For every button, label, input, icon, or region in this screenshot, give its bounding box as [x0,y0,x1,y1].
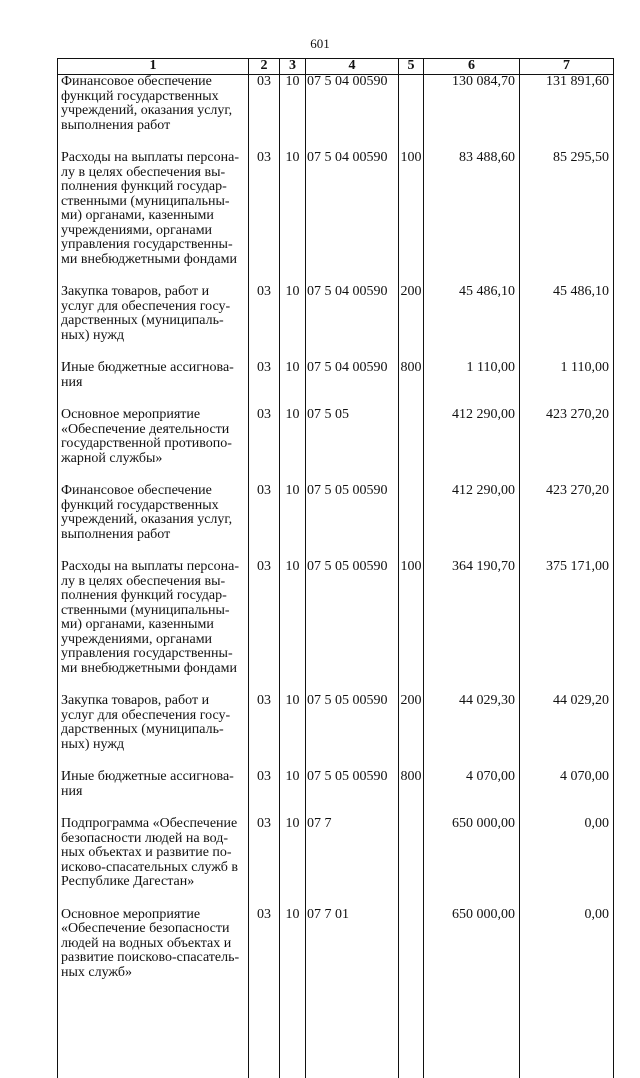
amount-year-1: 412 290,00 [424,484,520,560]
item-name-line: функций государственных [61,90,246,105]
subsection-code: 10 [280,285,306,361]
expense-type-code: 100 [399,560,424,694]
item-name-line: лу в целях обеспечения вы- [61,166,246,181]
target-article-code: 07 5 05 00590 [306,484,399,560]
item-name-line: «Обеспечение деятельности [61,423,246,438]
item-name-line: лу в целях обеспечения вы- [61,575,246,590]
item-name-line: ственными (муниципальны- [61,195,246,210]
empty-cell [280,998,306,1078]
item-name-line: государственной противопо- [61,437,246,452]
item-name-line: полнения функций государ- [61,180,246,195]
item-name-line: услуг для обеспечения госу- [61,300,246,315]
table-row [58,408,614,484]
expense-type-code [399,817,424,908]
subsection-code: 10 [280,694,306,770]
amount-year-1: 412 290,00 [424,408,520,484]
subsection-code: 10 [280,484,306,560]
subsection-code: 10 [280,770,306,817]
target-article-code: 07 7 [306,817,399,908]
section-code: 03 [249,361,280,408]
table-row [58,361,614,408]
item-name-line: учреждений, оказания услуг, [61,513,246,528]
table-row [58,694,614,770]
empty-cell [249,998,280,1078]
item-name-line: Основное мероприятие [61,908,246,923]
target-article-code: 07 5 04 00590 [306,151,399,285]
amount-year-1: 4 070,00 [424,770,520,817]
column-header-7: 7 [520,59,614,75]
table-row [58,908,614,999]
amount-year-2: 1 110,00 [520,361,614,408]
item-name-line: учреждениями, органами [61,633,246,648]
column-header-2: 2 [249,59,280,75]
empty-cell [306,998,399,1078]
empty-cell [424,998,520,1078]
item-name-line: дарственных (муниципаль- [61,723,246,738]
amount-year-2: 4 070,00 [520,770,614,817]
amount-year-2: 423 270,20 [520,484,614,560]
item-name-line: Основное мероприятие [61,408,246,423]
item-name-line: Закупка товаров, работ и [61,285,246,300]
column-header-3: 3 [280,59,306,75]
item-name-line: Закупка товаров, работ и [61,694,246,709]
item-name-line: дарственных (муниципаль- [61,314,246,329]
item-name-line: выполнения работ [61,119,246,134]
subsection-code: 10 [280,151,306,285]
expense-type-code [399,908,424,999]
target-article-code: 07 5 04 00590 [306,361,399,408]
expense-type-code [399,484,424,560]
item-name-line: ми) органами, казенными [61,618,246,633]
column-header-5: 5 [399,59,424,75]
amount-year-1: 44 029,30 [424,694,520,770]
amount-year-1: 650 000,00 [424,908,520,999]
item-name-line: исково-спасательных служб в [61,861,246,876]
item-name-line: людей на водных объектах и [61,937,246,952]
table-filler [58,998,614,1078]
empty-cell [399,998,424,1078]
item-name-line: услуг для обеспечения госу- [61,709,246,724]
item-name-line: Иные бюджетные ассигнова- [61,770,246,785]
target-article-code: 07 5 05 00590 [306,694,399,770]
item-name-line: Расходы на выплаты персона- [61,151,246,166]
item-name-line: полнения функций государ- [61,589,246,604]
item-name-line: ми внебюджетными фондами [61,253,246,268]
section-code: 03 [249,408,280,484]
column-header-6: 6 [424,59,520,75]
subsection-code: 10 [280,408,306,484]
empty-cell [58,998,249,1078]
table-row [58,817,614,908]
target-article-code: 07 5 04 00590 [306,75,399,152]
item-name-line: Финансовое обеспечение [61,75,246,90]
amount-year-2: 85 295,50 [520,151,614,285]
amount-year-1: 45 486,10 [424,285,520,361]
expense-type-code [399,408,424,484]
target-article-code: 07 7 01 [306,908,399,999]
item-name-line: Республике Дагестан» [61,875,246,890]
item-name-line: ния [61,785,246,800]
amount-year-2: 423 270,20 [520,408,614,484]
section-code: 03 [249,817,280,908]
header-row [58,59,614,75]
amount-year-1: 364 190,70 [424,560,520,694]
amount-year-2: 44 029,20 [520,694,614,770]
section-code: 03 [249,285,280,361]
expense-type-code: 100 [399,151,424,285]
row-item-name [58,408,249,484]
item-name-line: ных служб» [61,966,246,981]
column-header-4: 4 [306,59,399,75]
item-name-line: безопасности людей на вод- [61,832,246,847]
budget-table [57,58,614,1078]
table-row [58,285,614,361]
item-name-line: ных объектах и развитие по- [61,846,246,861]
amount-year-1: 83 488,60 [424,151,520,285]
item-name-line: развитие поисково-спасатель- [61,951,246,966]
table-body [58,75,614,1078]
section-code: 03 [249,908,280,999]
item-name-line: ми) органами, казенными [61,209,246,224]
section-code: 03 [249,560,280,694]
expense-type-code: 200 [399,694,424,770]
item-name-line: ственными (муниципальны- [61,604,246,619]
item-name-line: «Обеспечение безопасности [61,922,246,937]
empty-cell [520,998,614,1078]
expense-type-code [399,75,424,152]
amount-year-2: 0,00 [520,817,614,908]
subsection-code: 10 [280,817,306,908]
item-name-line: учреждениями, органами [61,224,246,239]
row-item-name [58,817,249,908]
target-article-code: 07 5 05 00590 [306,560,399,694]
row-item-name [58,694,249,770]
section-code: 03 [249,694,280,770]
subsection-code: 10 [280,361,306,408]
row-item-name [58,151,249,285]
item-name-line: жарной службы» [61,452,246,467]
item-name-line: Подпрограмма «Обеспечение [61,817,246,832]
amount-year-1: 130 084,70 [424,75,520,152]
target-article-code: 07 5 05 [306,408,399,484]
subsection-code: 10 [280,560,306,694]
amount-year-1: 650 000,00 [424,817,520,908]
column-header-1: 1 [58,59,249,75]
target-article-code: 07 5 05 00590 [306,770,399,817]
item-name-line: ных) нужд [61,738,246,753]
expense-type-code: 800 [399,770,424,817]
row-item-name [58,908,249,999]
amount-year-1: 1 110,00 [424,361,520,408]
expense-type-code: 200 [399,285,424,361]
item-name-line: ми внебюджетными фондами [61,662,246,677]
item-name-line: ных) нужд [61,329,246,344]
table-row [58,75,614,152]
page-number: 601 [0,36,640,52]
item-name-line: Расходы на выплаты персона- [61,560,246,575]
row-item-name [58,484,249,560]
row-item-name [58,285,249,361]
table-row [58,770,614,817]
item-name-line: выполнения работ [61,528,246,543]
table-row [58,484,614,560]
row-item-name [58,361,249,408]
amount-year-2: 0,00 [520,908,614,999]
section-code: 03 [249,151,280,285]
table-row [58,151,614,285]
section-code: 03 [249,484,280,560]
row-item-name [58,560,249,694]
section-code: 03 [249,75,280,152]
item-name-line: Иные бюджетные ассигнова- [61,361,246,376]
row-item-name [58,770,249,817]
item-name-line: ния [61,376,246,391]
item-name-line: управления государственны- [61,647,246,662]
subsection-code: 10 [280,908,306,999]
target-article-code: 07 5 04 00590 [306,285,399,361]
section-code: 03 [249,770,280,817]
amount-year-2: 375 171,00 [520,560,614,694]
item-name-line: функций государственных [61,499,246,514]
table-row [58,560,614,694]
item-name-line: учреждений, оказания услуг, [61,104,246,119]
subsection-code: 10 [280,75,306,152]
item-name-line: Финансовое обеспечение [61,484,246,499]
expense-type-code: 800 [399,361,424,408]
item-name-line: управления государственны- [61,238,246,253]
amount-year-2: 45 486,10 [520,285,614,361]
amount-year-2: 131 891,60 [520,75,614,152]
row-item-name [58,75,249,152]
